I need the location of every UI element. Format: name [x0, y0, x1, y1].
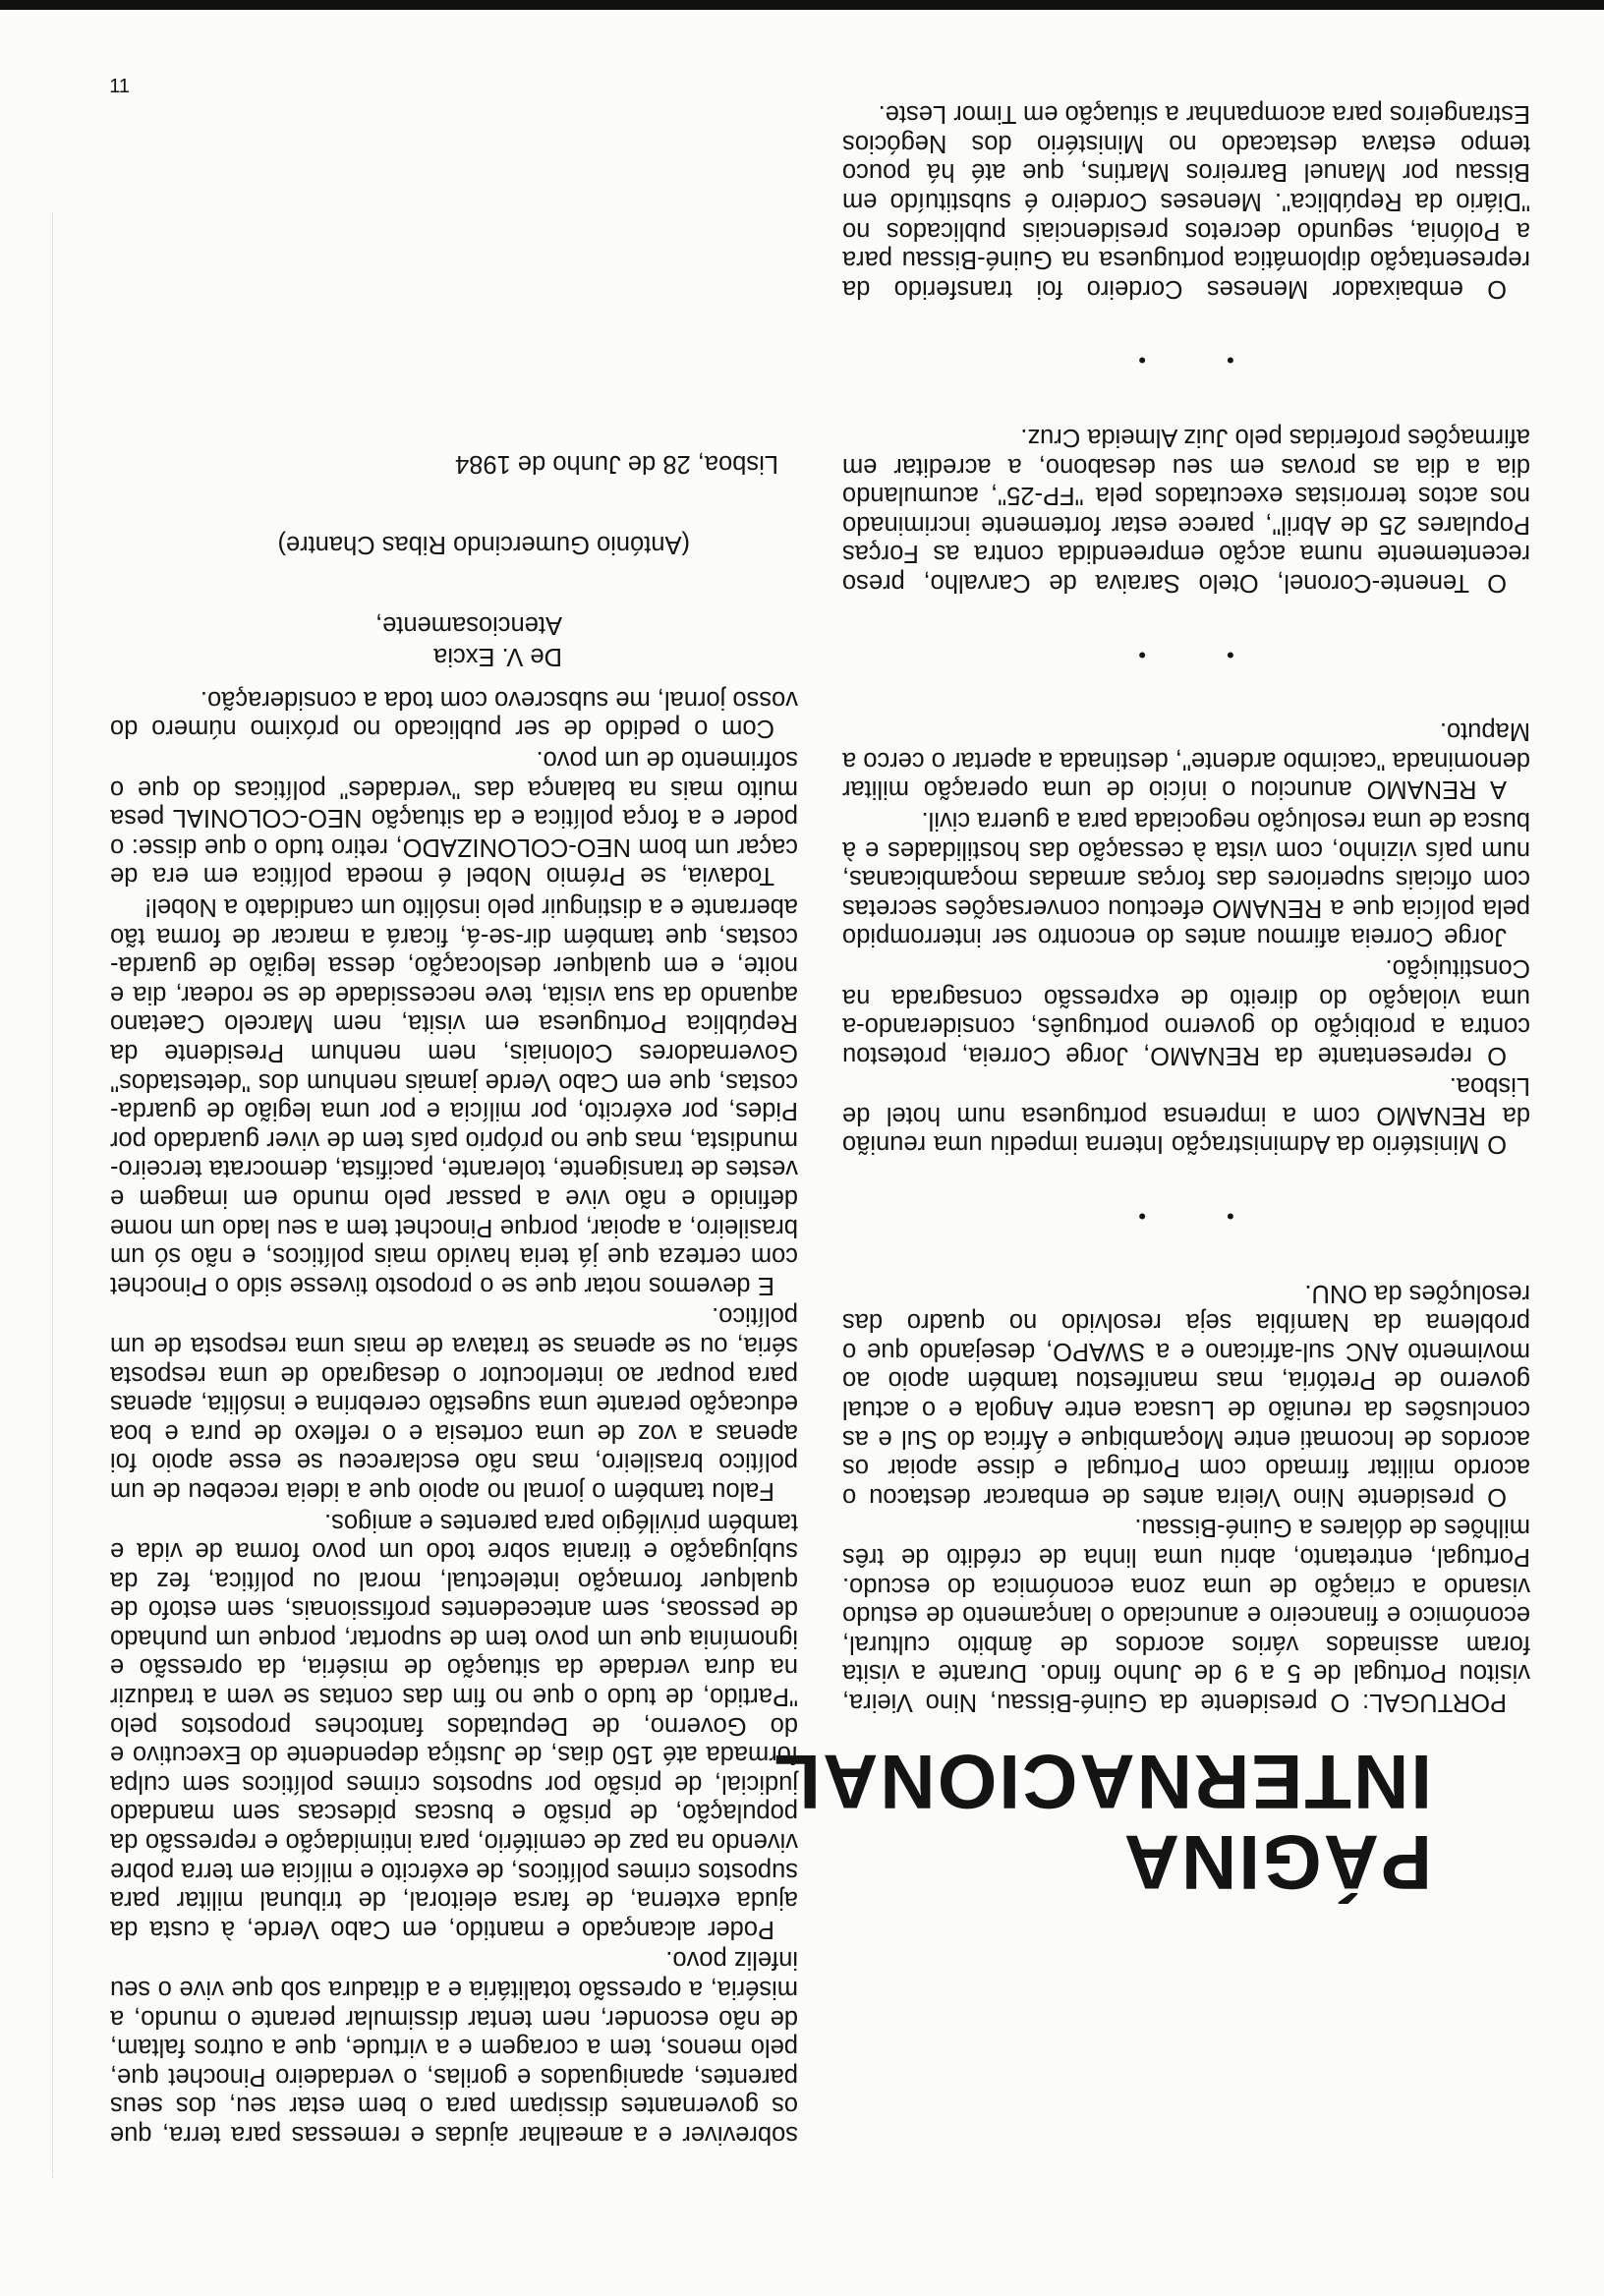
article-portugal-visit: PORTUGAL: O presidente da Guiné-Bissau, Nino Vieira, visitou Portugal de 5 a 9 de Junho findo. Durante a visita foram assinados vários acordos de âmbito cultural, económico e financeiro e anunciado o lançamento de estudo visando a criação de uma zona económica do escudo. Portugal, entretanto, abriu uma linha de crédito de três milhões de dólares a Guiné-Bissau. — [842, 1514, 1530, 1716]
letter-paragraph: Todavia, se Prémio Nobel é moeda política em era de caçar um bom NEO-COLONIZADO, retiro tudo o que disse: o poder e a força política e da situação NEO-COLONIAL pesa muito mais na balança das "verdades" políticas do que o sofrimento de um povo. — [110, 746, 798, 890]
page-number: 11 — [109, 76, 130, 97]
letter-paragraph: Com o pedido de ser publicado no próximo número do vosso jornal, me subscrevo com toda a consideração. — [110, 685, 798, 743]
letter-paragraph: E devemos notar que se o proposto tivesse sido o Pinochet com certeza que já teria havido mais políticos, e não só um brasileiro, a apoiar, porque Pinochet tem a seu lado um nome definido e não vive a passar pelo mundo em imagem e vestes de transigente, tolerante, pacifista, democrata terceiro-mundista, mas que no próprio país tem de viver guardado por Pides, por exército, por milícia e por uma legião de guarda-costas, que em Cabo Verde jamais nenhum dos "detestados" Governadores Coloniais, nem nenhum Presidente da República Portuguesa em visita, nem Marcelo Caetano aquando da sua visita, teve necessidade de se rodear, dia e noite, e em qualquer deslocação, dessa legião de guarda-costas, que também dir-se-á, ficará a marcar de forma tão aberrante e a distinguir pelo insólito um candidato a Nobel! — [110, 893, 798, 1299]
signoff-salutation: De V. Excia — [433, 643, 562, 671]
section-headline — [772, 1739, 1432, 1906]
scan-edge-marks — [13, 212, 53, 2178]
article-renamo-talks: Jorge Correia afirmou antes do encontro ser interrompido pela polícia que a RENAMO efectuou conversações secretas com oficiais superiores das forças armadas moçambicanas, num país vizinho, com vista à cessação das hostilidades e à busca de uma resolução negociada para a guerra civil. — [842, 806, 1530, 951]
page-edge-line — [0, 0, 1604, 10]
signoff-name: (António Gumercindo Ribas Chantre) — [277, 531, 690, 559]
article-renamo-protest: O representante da RENAMO, Jorge Correia, protestou contra a proibição do governo português, considerando-a uma violação do direito de expressão consagrada na Constituição. — [842, 953, 1530, 1069]
article-otelo: O Tenente-Coronel, Otelo Saraiva de Carvalho, preso recentemente numa acção empreendida contra as Forças Populares 25 de Abril", parece estar fortemente incriminado nos actos terroristas executados pela "FP-25", acumulando dia a dia as provas em seu desabono, a acreditar em afirmações proferidas pelo Juiz Almeida Cruz. — [842, 424, 1530, 597]
letter-paragraph: Poder alcançado e mantido, em Cabo Verde, à custa da ajuda externa, de farsa eleitoral, de tribunal militar para supostos crimes políticos, de exército e milícia em terra pobre vivendo na paz de cemitério, para intimidação e repressão da população, de prisão e buscas pidescas sem mandado judicial, de prisão por supostos crimes políticos sem culpa formada até 150 dias, de Justiça dependente do Executivo e do Governo, de Deputados fantoches propostos pelo "Partido, de tudo o que no fim das contas se vem a traduzir na dura verdade da situação de miséria, da opressão e ignomínia que um povo tem de suportar, porque um punhado de pessoas, sem antecedentes profissionais, sem estofo de qualquer formação intelectual, moral ou política, fez da subjugação e tirania sobre todo um povo forma de vida e também privilégio para parentes e amigos. — [110, 1508, 798, 1943]
article-renamo-meeting: O Ministério da Administração Interna impediu uma reunião da RENAMO com a imprensa portuguesa num hotel de Lisboa. — [842, 1072, 1530, 1159]
section-separator: • • — [1101, 642, 1234, 667]
letter-paragraph: sobreviver e a amealhar ajudas e remessas para terra, que os governantes dissipam para o bem estar seu, dos seus parentes, apaniguados e gorilas, o verdadeiro Pinochet que, pelo menos, tem a coragem e a virtude, que a outros faltam, de não esconder, nem tentar dissimular perante o mundo, a miséria, a opressão totalitária e a ditadura sob que vive o seu infeliz povo. — [110, 1946, 798, 2149]
left-column — [772, 99, 1530, 1906]
article-ambassador: O embaixador Meneses Cordeiro foi transferido da representação diplomática portuguesa na Guiné-Bissau para a Polónia, segundo decretos presidenciais publicados no "Diário da República". Meneses Cordeiro é substituído em Bissau por Manuel Barreiros Martins, que até há pouco tempo estava destacado no Ministério dos Negócios Estrangeiros para acompanhar a situação em Timor Leste. — [842, 100, 1530, 303]
right-column — [110, 448, 798, 2149]
section-separator: • • — [1101, 348, 1234, 373]
article-nino-vieira: O presidente Nino Vieira antes de embarcar destacou o acordo militar firmado com Portugal e disse apoiar os acordos de Incomati entre Moçambique e África do Sul e as conclusões da reunião de Lusaca entre Angola e o actual governo de Pretória, mas manifestou também apoio ao movimento ANC sul-africano e a SWAPO, desejando que o problema da Namíbia seja resolvido no quadro das resoluções da ONU. — [842, 1279, 1530, 1511]
signoff-place-date: Lisboa, 28 de Junho de 1984 — [455, 450, 778, 479]
letter-paragraph: Falou também o jornal no apoio que a ideia recebeu de um político brasileiro, mas não esclareceu se esse apoio foi apenas a voz de uma cortesia e o reflexo de pura e boa educação perante uma sugestão cerebrina e insólita, apenas para poupar ao interlocutor o desagrado de uma resposta séria, ou se apenas se tratava de mais uma resposta de um político. — [110, 1302, 798, 1505]
signoff-closing: Atenciosamente, — [375, 611, 562, 640]
article-renamo-operation: A RENAMO anunciou o início de uma operação militar denominada "cacimbo ardente", destinada a apertar o cerco a Maputo. — [842, 718, 1530, 804]
headline-line-1: PÁGINA — [1121, 1819, 1432, 1906]
letter-signoff — [110, 448, 798, 672]
headline-line-2: INTERNACIONAL — [772, 1739, 1432, 1825]
section-separator: • • — [1101, 1204, 1234, 1230]
